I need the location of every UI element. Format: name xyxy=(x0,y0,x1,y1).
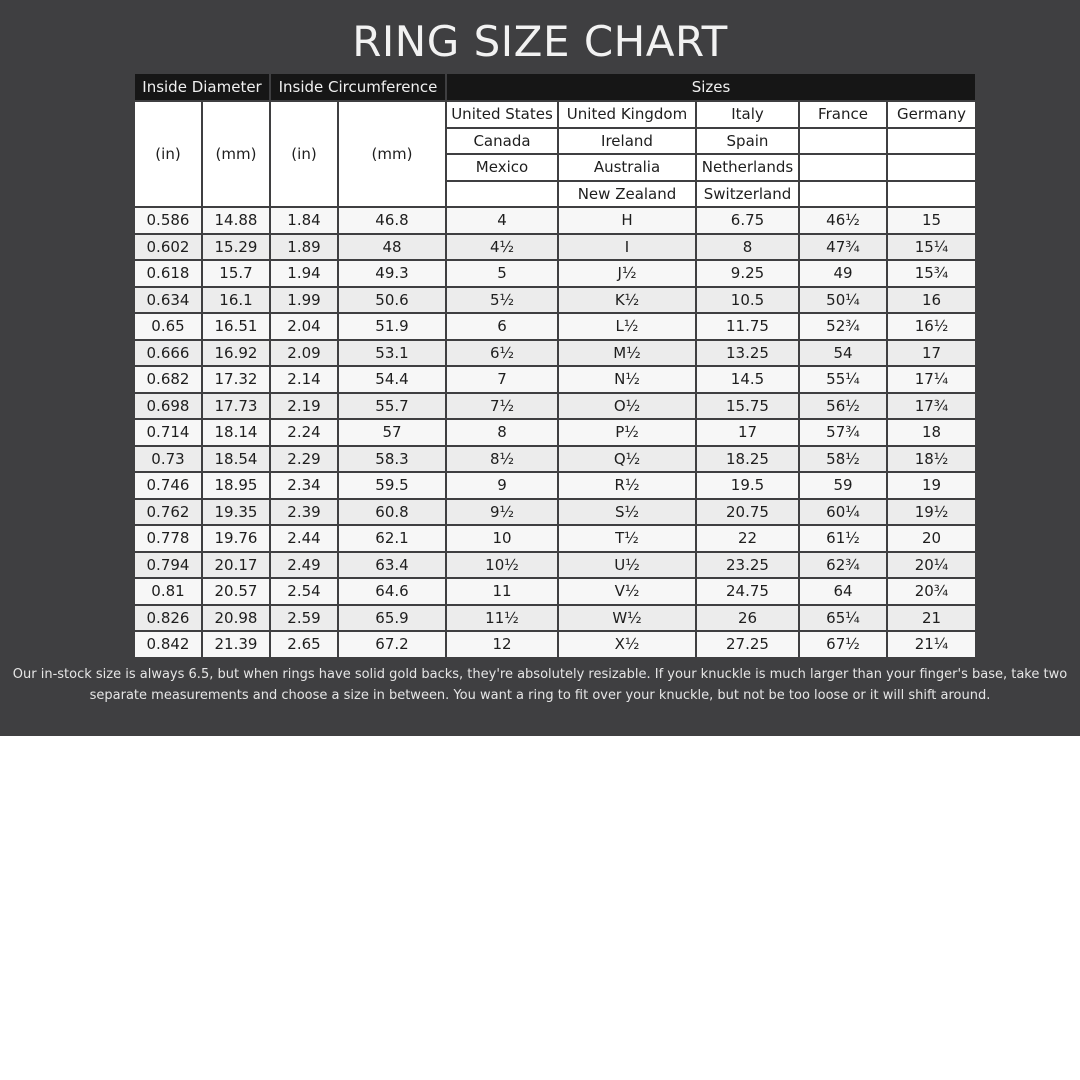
germany-size-cell: 15¼ xyxy=(887,234,976,261)
germany-size-cell: 20¾ xyxy=(887,578,976,605)
france-region-label xyxy=(799,128,887,155)
france-region-label: France xyxy=(799,101,887,128)
italy-size-cell: 24.75 xyxy=(696,578,799,605)
circumference-in-cell: 2.19 xyxy=(270,393,338,420)
germany-size-cell: 17¼ xyxy=(887,366,976,393)
diameter-mm-cell: 16.1 xyxy=(202,287,270,314)
uk-size-cell: J½ xyxy=(558,260,696,287)
germany-size-cell: 17¾ xyxy=(887,393,976,420)
italy-size-cell: 14.5 xyxy=(696,366,799,393)
italy-size-cell: 26 xyxy=(696,605,799,632)
table-row xyxy=(134,605,976,632)
table-row xyxy=(134,287,976,314)
header-row xyxy=(134,73,976,101)
us-region-label xyxy=(446,181,558,208)
italy-size-cell: 8 xyxy=(696,234,799,261)
italy-size-cell: 10.5 xyxy=(696,287,799,314)
france-size-cell: 50¼ xyxy=(799,287,887,314)
us-region-label: United States xyxy=(446,101,558,128)
circumference-in-cell: 2.54 xyxy=(270,578,338,605)
diameter-in-cell: 0.778 xyxy=(134,525,202,552)
region-row xyxy=(134,101,976,128)
table-row xyxy=(134,366,976,393)
diameter-mm-cell: 17.32 xyxy=(202,366,270,393)
circumference-mm-cell: 49.3 xyxy=(338,260,446,287)
circumference-mm-cell: 67.2 xyxy=(338,631,446,658)
circumference-mm-cell: 59.5 xyxy=(338,472,446,499)
us-size-cell: 10½ xyxy=(446,552,558,579)
uk-region-label: United Kingdom xyxy=(558,101,696,128)
germany-size-cell: 21¼ xyxy=(887,631,976,658)
us-size-cell: 4½ xyxy=(446,234,558,261)
france-size-cell: 62¾ xyxy=(799,552,887,579)
us-size-cell: 9½ xyxy=(446,499,558,526)
france-size-cell: 55¼ xyxy=(799,366,887,393)
circumference-in-cell: 2.14 xyxy=(270,366,338,393)
diameter-in-cell: 0.714 xyxy=(134,419,202,446)
circumference-in-cell: 2.65 xyxy=(270,631,338,658)
uk-size-cell: U½ xyxy=(558,552,696,579)
diameter-mm-cell: 21.39 xyxy=(202,631,270,658)
uk-size-cell: V½ xyxy=(558,578,696,605)
diameter-mm-cell: 18.14 xyxy=(202,419,270,446)
diameter-in-unit: (in) xyxy=(134,101,202,207)
france-size-cell: 47¾ xyxy=(799,234,887,261)
diameter-in-cell: 0.81 xyxy=(134,578,202,605)
circumference-mm-cell: 60.8 xyxy=(338,499,446,526)
italy-size-cell: 22 xyxy=(696,525,799,552)
france-size-cell: 57¾ xyxy=(799,419,887,446)
table-row xyxy=(134,631,976,658)
us-size-cell: 6 xyxy=(446,313,558,340)
france-size-cell: 49 xyxy=(799,260,887,287)
france-size-cell: 56½ xyxy=(799,393,887,420)
italy-region-label: Spain xyxy=(696,128,799,155)
circumference-mm-cell: 57 xyxy=(338,419,446,446)
germany-size-cell: 18 xyxy=(887,419,976,446)
diameter-mm-cell: 15.7 xyxy=(202,260,270,287)
table-row xyxy=(134,552,976,579)
france-size-cell: 67½ xyxy=(799,631,887,658)
germany-size-cell: 15 xyxy=(887,207,976,234)
germany-size-cell: 20 xyxy=(887,525,976,552)
diameter-mm-cell: 19.35 xyxy=(202,499,270,526)
circumference-in-cell: 2.24 xyxy=(270,419,338,446)
uk-region-label: Ireland xyxy=(558,128,696,155)
uk-size-cell: O½ xyxy=(558,393,696,420)
us-size-cell: 7½ xyxy=(446,393,558,420)
diameter-in-cell: 0.826 xyxy=(134,605,202,632)
diameter-mm-cell: 16.92 xyxy=(202,340,270,367)
diameter-mm-cell: 20.98 xyxy=(202,605,270,632)
circumference-in-cell: 2.49 xyxy=(270,552,338,579)
circumference-in-cell: 2.09 xyxy=(270,340,338,367)
germany-size-cell: 16½ xyxy=(887,313,976,340)
france-region-label xyxy=(799,154,887,181)
table-row xyxy=(134,234,976,261)
germany-region-label xyxy=(887,154,976,181)
uk-size-cell: W½ xyxy=(558,605,696,632)
circumference-mm-cell: 55.7 xyxy=(338,393,446,420)
italy-region-label: Italy xyxy=(696,101,799,128)
inside-circumference-header: Inside Circumference xyxy=(270,73,446,101)
italy-size-cell: 18.25 xyxy=(696,446,799,473)
diameter-mm-cell: 15.29 xyxy=(202,234,270,261)
uk-size-cell: P½ xyxy=(558,419,696,446)
circumference-mm-cell: 46.8 xyxy=(338,207,446,234)
diameter-in-cell: 0.666 xyxy=(134,340,202,367)
diameter-in-cell: 0.586 xyxy=(134,207,202,234)
circumference-mm-cell: 54.4 xyxy=(338,366,446,393)
sizes-header: Sizes xyxy=(446,73,976,101)
diameter-mm-cell: 20.17 xyxy=(202,552,270,579)
us-size-cell: 6½ xyxy=(446,340,558,367)
circumference-in-cell: 1.94 xyxy=(270,260,338,287)
circumference-in-cell: 2.04 xyxy=(270,313,338,340)
table-row xyxy=(134,260,976,287)
circumference-in-cell: 2.44 xyxy=(270,525,338,552)
us-size-cell: 5½ xyxy=(446,287,558,314)
italy-size-cell: 27.25 xyxy=(696,631,799,658)
table-row xyxy=(134,419,976,446)
uk-size-cell: N½ xyxy=(558,366,696,393)
table-row xyxy=(134,393,976,420)
uk-size-cell: I xyxy=(558,234,696,261)
footnote xyxy=(10,664,1070,706)
italy-size-cell: 11.75 xyxy=(696,313,799,340)
table-row xyxy=(134,525,976,552)
circumference-mm-cell: 62.1 xyxy=(338,525,446,552)
uk-size-cell: S½ xyxy=(558,499,696,526)
france-size-cell: 54 xyxy=(799,340,887,367)
france-size-cell: 52¾ xyxy=(799,313,887,340)
germany-region-label xyxy=(887,181,976,208)
table-row xyxy=(134,472,976,499)
us-size-cell: 8½ xyxy=(446,446,558,473)
diameter-in-cell: 0.746 xyxy=(134,472,202,499)
diameter-in-cell: 0.682 xyxy=(134,366,202,393)
table-row xyxy=(134,313,976,340)
circumference-mm-cell: 51.9 xyxy=(338,313,446,340)
diameter-mm-cell: 14.88 xyxy=(202,207,270,234)
diameter-in-cell: 0.634 xyxy=(134,287,202,314)
diameter-mm-cell: 18.95 xyxy=(202,472,270,499)
circumference-mm-cell: 65.9 xyxy=(338,605,446,632)
france-size-cell: 61½ xyxy=(799,525,887,552)
germany-region-label xyxy=(887,128,976,155)
france-size-cell: 65¼ xyxy=(799,605,887,632)
table-row xyxy=(134,499,976,526)
ring-size-table xyxy=(133,72,977,659)
italy-size-cell: 17 xyxy=(696,419,799,446)
us-size-cell: 8 xyxy=(446,419,558,446)
uk-size-cell: H xyxy=(558,207,696,234)
italy-size-cell: 6.75 xyxy=(696,207,799,234)
germany-size-cell: 15¾ xyxy=(887,260,976,287)
germany-size-cell: 19 xyxy=(887,472,976,499)
uk-region-label: New Zealand xyxy=(558,181,696,208)
france-size-cell: 58½ xyxy=(799,446,887,473)
france-region-label xyxy=(799,181,887,208)
france-size-cell: 60¼ xyxy=(799,499,887,526)
italy-size-cell: 13.25 xyxy=(696,340,799,367)
circumference-mm-cell: 63.4 xyxy=(338,552,446,579)
circumference-in-cell: 2.29 xyxy=(270,446,338,473)
france-size-cell: 46½ xyxy=(799,207,887,234)
us-size-cell: 5 xyxy=(446,260,558,287)
france-size-cell: 64 xyxy=(799,578,887,605)
diameter-in-cell: 0.65 xyxy=(134,313,202,340)
inside-diameter-header: Inside Diameter xyxy=(134,73,270,101)
circumference-in-cell: 1.99 xyxy=(270,287,338,314)
us-region-label: Canada xyxy=(446,128,558,155)
uk-size-cell: M½ xyxy=(558,340,696,367)
us-size-cell: 11½ xyxy=(446,605,558,632)
uk-size-cell: T½ xyxy=(558,525,696,552)
uk-size-cell: Q½ xyxy=(558,446,696,473)
circumference-in-cell: 1.89 xyxy=(270,234,338,261)
circumference-mm-cell: 53.1 xyxy=(338,340,446,367)
diameter-in-cell: 0.602 xyxy=(134,234,202,261)
circumference-mm-cell: 50.6 xyxy=(338,287,446,314)
us-size-cell: 9 xyxy=(446,472,558,499)
us-size-cell: 12 xyxy=(446,631,558,658)
circumference-mm-cell: 64.6 xyxy=(338,578,446,605)
circumference-mm-cell: 48 xyxy=(338,234,446,261)
table-row xyxy=(134,446,976,473)
circumference-in-cell: 2.39 xyxy=(270,499,338,526)
diameter-in-cell: 0.762 xyxy=(134,499,202,526)
diameter-mm-cell: 20.57 xyxy=(202,578,270,605)
uk-size-cell: K½ xyxy=(558,287,696,314)
diameter-in-cell: 0.618 xyxy=(134,260,202,287)
us-region-label: Mexico xyxy=(446,154,558,181)
diameter-mm-cell: 19.76 xyxy=(202,525,270,552)
circumference-mm-cell: 58.3 xyxy=(338,446,446,473)
circumference-in-cell: 2.59 xyxy=(270,605,338,632)
germany-size-cell: 16 xyxy=(887,287,976,314)
us-size-cell: 4 xyxy=(446,207,558,234)
germany-size-cell: 21 xyxy=(887,605,976,632)
italy-size-cell: 23.25 xyxy=(696,552,799,579)
italy-region-label: Switzerland xyxy=(696,181,799,208)
germany-size-cell: 17 xyxy=(887,340,976,367)
germany-size-cell: 20¼ xyxy=(887,552,976,579)
circumference-in-cell: 2.34 xyxy=(270,472,338,499)
table-row xyxy=(134,340,976,367)
germany-size-cell: 19½ xyxy=(887,499,976,526)
us-size-cell: 10 xyxy=(446,525,558,552)
diameter-in-cell: 0.698 xyxy=(134,393,202,420)
diameter-in-cell: 0.73 xyxy=(134,446,202,473)
footnote-line: Our in-stock size is always 6.5, but when rings have solid gold backs, they're absolutely resizable. If your knuckle is much larger than your finger's base, take two xyxy=(12,667,1068,682)
diameter-in-cell: 0.842 xyxy=(134,631,202,658)
france-size-cell: 59 xyxy=(799,472,887,499)
circumference-in-unit: (in) xyxy=(270,101,338,207)
italy-size-cell: 15.75 xyxy=(696,393,799,420)
us-size-cell: 7 xyxy=(446,366,558,393)
italy-size-cell: 9.25 xyxy=(696,260,799,287)
uk-size-cell: X½ xyxy=(558,631,696,658)
germany-size-cell: 18½ xyxy=(887,446,976,473)
table-row xyxy=(134,578,976,605)
uk-region-label: Australia xyxy=(558,154,696,181)
italy-region-label: Netherlands xyxy=(696,154,799,181)
diameter-mm-cell: 17.73 xyxy=(202,393,270,420)
uk-size-cell: R½ xyxy=(558,472,696,499)
diameter-mm-cell: 18.54 xyxy=(202,446,270,473)
page-title: RING SIZE CHART xyxy=(352,17,728,66)
circumference-in-cell: 1.84 xyxy=(270,207,338,234)
diameter-in-cell: 0.794 xyxy=(134,552,202,579)
diameter-mm-unit: (mm) xyxy=(202,101,270,207)
germany-region-label: Germany xyxy=(887,101,976,128)
italy-size-cell: 20.75 xyxy=(696,499,799,526)
italy-size-cell: 19.5 xyxy=(696,472,799,499)
table-row xyxy=(134,207,976,234)
footnote-line: separate measurements and choose a size in between. You want a ring to fit over your knuckle, but not be too loose or it will shift around. xyxy=(89,688,991,703)
uk-size-cell: L½ xyxy=(558,313,696,340)
diameter-mm-cell: 16.51 xyxy=(202,313,270,340)
us-size-cell: 11 xyxy=(446,578,558,605)
circumference-mm-unit: (mm) xyxy=(338,101,446,207)
